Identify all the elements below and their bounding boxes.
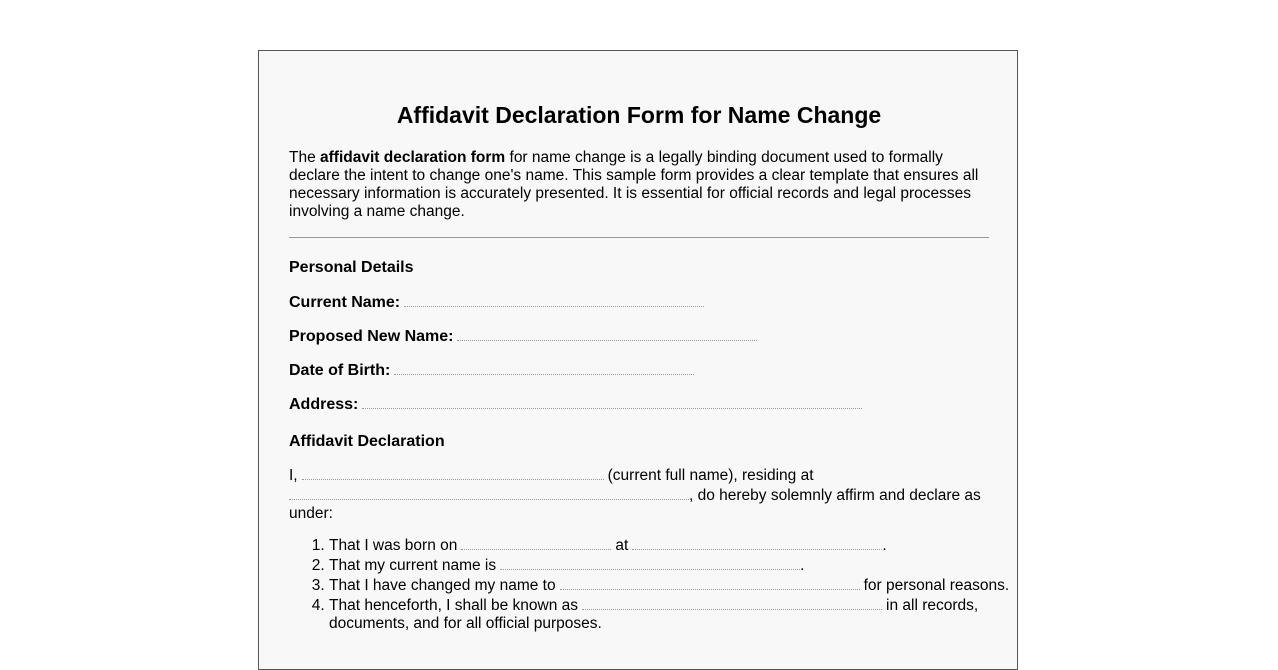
proposed-name-field[interactable] xyxy=(457,326,757,341)
address-row xyxy=(289,394,866,415)
declaration-end: , do hereby solemnly affirm and declare as under: xyxy=(289,487,981,522)
declaration-start: I, xyxy=(289,467,298,484)
personal-details-heading: Personal Details xyxy=(289,259,414,276)
dob-row xyxy=(289,360,698,381)
declaration-middle: (current full name), residing at xyxy=(607,467,814,484)
declaration-statement xyxy=(289,465,989,523)
current-name-inline-field[interactable] xyxy=(500,555,800,570)
list-item: 4. That henceforth, I shall be known as in all records, documents, and for all official purposes. xyxy=(329,595,1029,633)
current-name-row xyxy=(289,292,708,313)
affidavit-form-page xyxy=(258,50,1018,670)
proposed-name-label: Proposed New Name: xyxy=(289,328,454,345)
list-item: 3. That I have changed my name to for personal reasons. xyxy=(329,575,1029,595)
current-name-field[interactable] xyxy=(404,292,704,307)
intro-text-end: for name change is a legally binding document used to formally declare the intent to change one's name. This sample form provides a clear template that ensures all necessary information is accurately presented. It is essential for official records and legal processes involving a name change. xyxy=(289,149,979,220)
form-title: Affidavit Declaration Form for Name Change xyxy=(396,102,882,128)
intro-bold-term: affidavit declaration form xyxy=(320,149,506,166)
proposed-name-row xyxy=(289,326,761,347)
new-name-inline-field[interactable] xyxy=(560,575,860,590)
full-name-field[interactable] xyxy=(302,465,604,480)
birth-date-field[interactable] xyxy=(461,535,611,550)
birth-place-field[interactable] xyxy=(632,535,882,550)
dob-field[interactable] xyxy=(394,360,694,375)
known-as-field[interactable] xyxy=(582,595,882,610)
intro-paragraph xyxy=(289,149,989,221)
divider xyxy=(289,237,989,238)
current-name-label: Current Name: xyxy=(289,294,401,311)
list-item: 1. That I was born on at . xyxy=(329,535,1029,555)
list-item: 2. That my current name is . xyxy=(329,555,1029,575)
address-label: Address: xyxy=(289,396,359,413)
declaration-list xyxy=(289,535,1029,633)
intro-text-start: The xyxy=(289,149,321,166)
dob-label: Date of Birth: xyxy=(289,362,391,379)
residence-field[interactable] xyxy=(289,485,689,500)
affidavit-declaration-heading: Affidavit Declaration xyxy=(289,433,445,450)
address-field[interactable] xyxy=(362,394,862,409)
